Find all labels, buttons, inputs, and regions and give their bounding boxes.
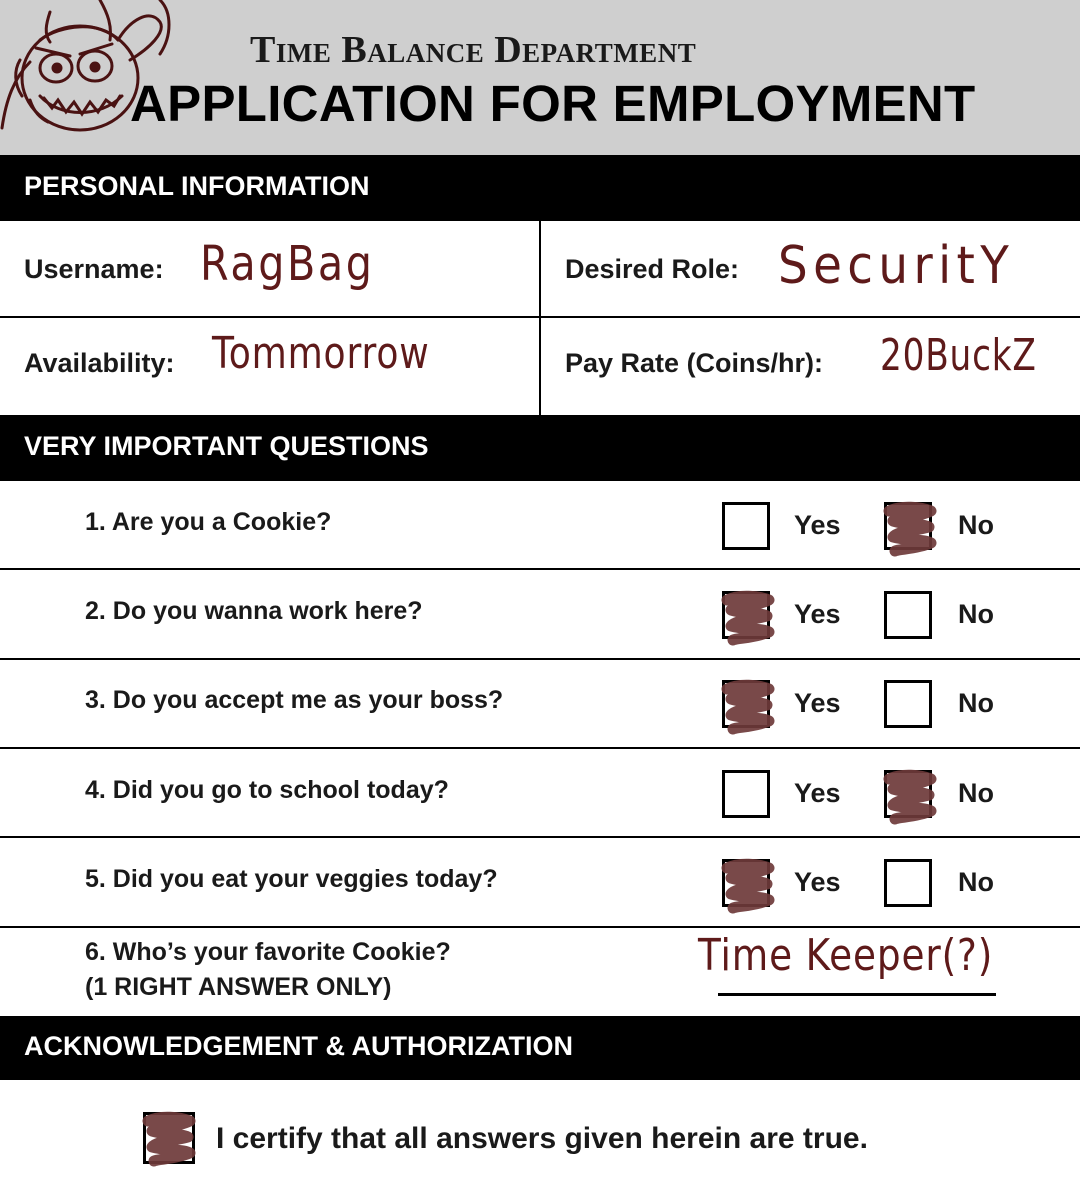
row-divider (0, 926, 1080, 928)
section-title: PERSONAL INFORMATION (24, 171, 370, 201)
question-3-yes-label: Yes (794, 688, 841, 719)
question-5-no-checkbox[interactable] (884, 859, 932, 907)
question-4-yes-label: Yes (794, 777, 841, 808)
question-2-no-label: No (958, 598, 994, 629)
question-5-text: 5. Did you eat your veggies today? (85, 864, 498, 893)
scribble-check-mark (719, 588, 779, 648)
question-4-no-label: No (958, 777, 994, 808)
section-title: VERY IMPORTANT QUESTIONS (24, 431, 429, 461)
scribble-check-mark (719, 856, 779, 916)
question-4-no-checkbox[interactable] (884, 770, 932, 818)
desired-role-label: Desired Role: (565, 254, 740, 284)
question-5-no-label: No (958, 866, 994, 897)
section-header-acknowledgement (0, 1016, 1080, 1080)
question-2-yes-checkbox[interactable] (722, 591, 770, 639)
question-3-no-checkbox[interactable] (884, 680, 932, 728)
question-4-yes-checkbox[interactable] (722, 770, 770, 818)
scribble-check-mark (881, 767, 941, 827)
column-divider (539, 221, 541, 415)
answer-underline (718, 993, 996, 996)
question-6-text: 6. Who’s your favorite Cookie? (85, 938, 451, 966)
row-divider (0, 747, 1080, 749)
scribble-check-mark (881, 499, 941, 559)
row-divider (0, 836, 1080, 838)
question-3-text: 3. Do you accept me as your boss? (85, 686, 504, 715)
pay-rate-field[interactable]: 20BuckZ (880, 330, 1037, 381)
pay-rate-label: Pay Rate (Coins/hr): (565, 348, 824, 378)
row-divider (0, 658, 1080, 660)
favorite-cookie-answer[interactable]: Time Keeper(?) (698, 930, 994, 981)
certify-checkbox[interactable] (143, 1112, 195, 1164)
question-2-text: 2. Do you wanna work here? (85, 596, 423, 625)
row-divider (0, 568, 1080, 570)
row-divider (0, 316, 1080, 318)
question-5-yes-label: Yes (794, 866, 841, 897)
certify-text: I certify that all answers given herein are true. (216, 1122, 868, 1155)
desired-role-field[interactable]: SecuritY (778, 236, 1015, 296)
section-header-questions (0, 415, 1080, 481)
question-1-text: 1. Are you a Cookie? (85, 507, 332, 536)
department-name: Time Balance Department (250, 29, 697, 71)
question-5-yes-checkbox[interactable] (722, 859, 770, 907)
availability-field[interactable]: Tommorrow (212, 328, 430, 379)
question-1-no-checkbox[interactable] (884, 502, 932, 550)
availability-label: Availability: (24, 348, 175, 378)
username-label: Username: (24, 254, 164, 284)
question-3-yes-checkbox[interactable] (722, 680, 770, 728)
question-1-yes-label: Yes (794, 509, 841, 540)
question-4-text: 4. Did you go to school today? (85, 775, 449, 804)
section-header-personal (0, 155, 1080, 221)
question-3-no-label: No (958, 688, 994, 719)
question-1-no-label: No (958, 509, 994, 540)
scribble-check-mark (140, 1109, 200, 1169)
question-2-no-checkbox[interactable] (884, 591, 932, 639)
form-header (0, 0, 1080, 155)
scribble-check-mark (719, 677, 779, 737)
page-title: APPLICATION FOR EMPLOYMENT (130, 75, 976, 132)
section-title: ACKNOWLEDGEMENT & AUTHORIZATION (24, 1031, 573, 1061)
question-6-subtext: (1 RIGHT ANSWER ONLY) (85, 973, 392, 1001)
question-2-yes-label: Yes (794, 598, 841, 629)
username-field[interactable]: RagBag (200, 236, 375, 292)
question-1-yes-checkbox[interactable] (722, 502, 770, 550)
